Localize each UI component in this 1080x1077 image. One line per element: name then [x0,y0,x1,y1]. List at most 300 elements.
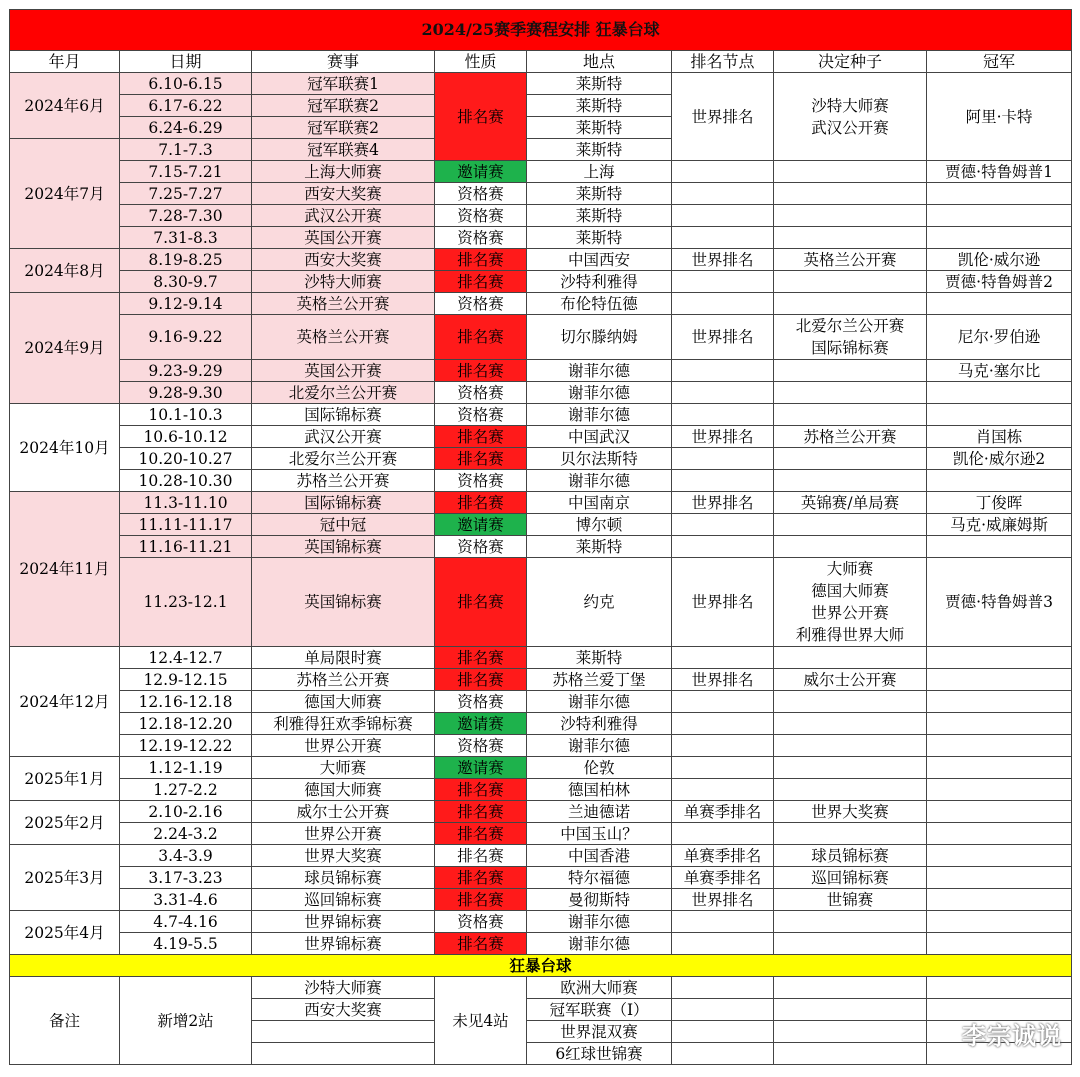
location-cell: 上海 [527,161,672,183]
notes-empty [927,977,1072,999]
event-cell: 世界公开赛 [252,735,435,757]
nature-cell: 资格赛 [435,404,527,426]
ranking-node-cell [672,757,774,779]
location-cell: 德国柏林 [527,779,672,801]
event-cell: 冠中冠 [252,514,435,536]
champion-cell: 阿里·卡特 [927,73,1072,161]
ranking-node-cell [672,271,774,293]
month-cell: 2024年6月 [10,73,120,139]
ranking-node-cell [672,514,774,536]
missing-event: 世界混双赛 [527,1021,672,1043]
nature-cell: 排名赛 [435,933,527,955]
table-row [10,713,1072,735]
location-cell: 中国南京 [527,492,672,514]
event-cell: 北爱尔兰公开赛 [252,382,435,404]
ranking-node-cell [672,205,774,227]
seed-cell [774,205,927,227]
seed-cell [774,271,927,293]
missing-event: 冠军联赛（I） [527,999,672,1021]
location-cell: 莱斯特 [527,139,672,161]
added-event: 西安大奖赛 [252,999,435,1021]
ranking-node-cell [672,735,774,757]
location-cell: 谢菲尔德 [527,360,672,382]
table-row [10,249,1072,271]
table-row [10,757,1072,779]
champion-cell [927,382,1072,404]
seed-cell [774,470,927,492]
nature-cell: 排名赛 [435,823,527,845]
event-cell: 世界公开赛 [252,823,435,845]
location-cell: 苏格兰爱丁堡 [527,669,672,691]
seed-cell [774,911,927,933]
column-header: 决定种子 [774,51,927,73]
added-event [252,1043,435,1065]
ranking-node-cell: 世界排名 [672,73,774,161]
date-cell: 3.4-3.9 [120,845,252,867]
notes-empty [672,999,774,1021]
champion-cell: 肖国栋 [927,426,1072,448]
nature-cell: 排名赛 [435,867,527,889]
location-cell: 曼彻斯特 [527,889,672,911]
date-cell: 6.24-6.29 [120,117,252,139]
table-row [10,823,1072,845]
nature-cell: 邀请赛 [435,757,527,779]
seed-cell [774,713,927,735]
date-cell: 10.20-10.27 [120,448,252,470]
seed-cell [774,647,927,669]
champion-cell [927,933,1072,955]
nature-cell: 资格赛 [435,227,527,249]
date-cell: 10.6-10.12 [120,426,252,448]
champion-cell [927,801,1072,823]
champion-cell [927,404,1072,426]
band-label: 狂暴台球 [10,955,1072,977]
location-cell: 谢菲尔德 [527,911,672,933]
location-cell: 博尔顿 [527,514,672,536]
event-cell: 英国公开赛 [252,360,435,382]
table-row [10,691,1072,713]
notes-empty [672,1043,774,1065]
location-cell: 中国武汉 [527,426,672,448]
date-cell: 7.15-7.21 [120,161,252,183]
date-cell: 12.9-12.15 [120,669,252,691]
month-cell: 2024年7月 [10,139,120,249]
nature-cell: 资格赛 [435,536,527,558]
date-cell: 9.28-9.30 [120,382,252,404]
nature-cell: 排名赛 [435,889,527,911]
ranking-node-cell [672,911,774,933]
ranking-node-cell [672,691,774,713]
event-cell: 英国锦标赛 [252,536,435,558]
location-cell: 中国西安 [527,249,672,271]
table-row [10,161,1072,183]
champion-cell: 丁俊晖 [927,492,1072,514]
table-row [10,271,1072,293]
table-row [10,669,1072,691]
table-row [10,889,1072,911]
ranking-node-cell [672,823,774,845]
event-cell: 冠军联赛2 [252,117,435,139]
seed-cell [774,161,927,183]
seed-cell [774,404,927,426]
nature-cell: 排名赛 [435,249,527,271]
seed-cell-line: 利雅得世界大师 [795,626,905,644]
champion-cell: 尼尔·罗伯逊 [927,315,1072,360]
location-cell: 约克 [527,558,672,647]
table-row [10,845,1072,867]
seed-cell [774,536,927,558]
date-cell: 1.27-2.2 [120,779,252,801]
ranking-node-cell: 世界排名 [672,558,774,647]
added-label: 新增2站 [120,977,252,1065]
seed-cell: 英锦赛/单局赛 [774,492,927,514]
seed-cell [774,360,927,382]
event-cell: 大师赛 [252,757,435,779]
event-cell: 武汉公开赛 [252,426,435,448]
ranking-node-cell [672,647,774,669]
seed-cell: 巡回锦标赛 [774,867,927,889]
champion-cell: 贾德·特鲁姆普2 [927,271,1072,293]
table-row [10,492,1072,514]
table-row [10,360,1072,382]
seed-cell [774,558,927,647]
date-cell: 11.3-11.10 [120,492,252,514]
ranking-node-cell [672,404,774,426]
champion-cell [927,536,1072,558]
seed-cell: 英格兰公开赛 [774,249,927,271]
column-header: 冠军 [927,51,1072,73]
column-header: 赛事 [252,51,435,73]
location-cell: 谢菲尔德 [527,382,672,404]
month-cell: 2025年1月 [10,757,120,801]
event-cell: 单局限时赛 [252,647,435,669]
champion-cell [927,779,1072,801]
event-cell: 冠军联赛2 [252,95,435,117]
date-cell: 7.28-7.30 [120,205,252,227]
seed-cell: 世锦赛 [774,889,927,911]
seed-cell [774,735,927,757]
ranking-node-cell: 世界排名 [672,492,774,514]
month-cell: 2025年3月 [10,845,120,911]
nature-cell: 排名赛 [435,73,527,161]
champion-cell [927,647,1072,669]
champion-cell [927,227,1072,249]
champion-cell [927,669,1072,691]
month-cell: 2024年10月 [10,404,120,492]
table-row [10,536,1072,558]
month-cell: 2024年9月 [10,293,120,404]
event-cell: 苏格兰公开赛 [252,470,435,492]
event-cell: 西安大奖赛 [252,183,435,205]
missing-event: 6红球世锦赛 [527,1043,672,1065]
event-cell: 世界大奖赛 [252,845,435,867]
event-cell: 英国公开赛 [252,227,435,249]
location-cell: 中国玉山？ [527,823,672,845]
table-row [10,315,1072,360]
nature-cell: 排名赛 [435,492,527,514]
champion-cell: 贾德·特鲁姆普3 [927,558,1072,647]
missing-event: 欧洲大师赛 [527,977,672,999]
location-cell: 兰迪德诺 [527,801,672,823]
location-cell: 特尔福德 [527,867,672,889]
seed-cell-line: 北爱尔兰公开赛 [795,317,905,335]
nature-cell: 邀请赛 [435,161,527,183]
ranking-node-cell [672,779,774,801]
month-cell: 2024年12月 [10,647,120,757]
table-row [10,227,1072,249]
seed-cell-line: 国际锦标赛 [811,339,889,357]
location-cell: 贝尔法斯特 [527,448,672,470]
date-cell: 12.18-12.20 [120,713,252,735]
date-cell: 6.17-6.22 [120,95,252,117]
notes-empty [672,977,774,999]
table-row [10,933,1072,955]
nature-cell: 排名赛 [435,779,527,801]
champion-cell [927,823,1072,845]
location-cell: 谢菲尔德 [527,691,672,713]
ranking-node-cell [672,448,774,470]
added-event: 沙特大师赛 [252,977,435,999]
notes-label: 备注 [10,977,120,1065]
location-cell: 谢菲尔德 [527,735,672,757]
ranking-node-cell [672,293,774,315]
ranking-node-cell [672,470,774,492]
seed-cell: 世界大奖赛 [774,801,927,823]
table-row [10,735,1072,757]
month-cell: 2025年2月 [10,801,120,845]
date-cell: 8.30-9.7 [120,271,252,293]
schedule-table [9,9,1072,1065]
event-cell: 德国大师赛 [252,691,435,713]
nature-cell: 排名赛 [435,558,527,647]
event-cell: 球员锦标赛 [252,867,435,889]
table-row [10,404,1072,426]
seed-cell-line: 世界公开赛 [811,604,889,622]
event-cell: 世界锦标赛 [252,911,435,933]
location-cell: 莱斯特 [527,227,672,249]
table-row [10,801,1072,823]
nature-cell: 排名赛 [435,315,527,360]
ranking-node-cell [672,713,774,735]
table-row [10,514,1072,536]
champion-cell [927,713,1072,735]
event-cell: 上海大师赛 [252,161,435,183]
nature-cell: 资格赛 [435,735,527,757]
added-event [252,1021,435,1043]
ranking-node-cell: 世界排名 [672,889,774,911]
notes-empty [774,999,927,1021]
date-cell: 6.10-6.15 [120,73,252,95]
ranking-node-cell [672,161,774,183]
ranking-node-cell: 单赛季排名 [672,801,774,823]
location-cell: 沙特利雅得 [527,271,672,293]
ranking-node-cell: 世界排名 [672,669,774,691]
event-cell: 西安大奖赛 [252,249,435,271]
nature-cell: 资格赛 [435,205,527,227]
ranking-node-cell [672,536,774,558]
seed-cell [774,757,927,779]
seed-cell [774,514,927,536]
seed-cell: 苏格兰公开赛 [774,426,927,448]
month-cell: 2025年4月 [10,911,120,955]
date-cell: 7.1-7.3 [120,139,252,161]
month-cell: 2024年8月 [10,249,120,293]
nature-cell: 排名赛 [435,669,527,691]
location-cell: 谢菲尔德 [527,470,672,492]
champion-cell [927,867,1072,889]
column-header: 排名节点 [672,51,774,73]
date-cell: 10.1-10.3 [120,404,252,426]
champion-cell [927,889,1072,911]
seed-cell [774,691,927,713]
event-cell: 苏格兰公开赛 [252,669,435,691]
table-row [10,183,1072,205]
location-cell: 谢菲尔德 [527,933,672,955]
nature-cell: 资格赛 [435,382,527,404]
seed-cell [774,823,927,845]
seed-cell [774,315,927,360]
date-cell: 12.16-12.18 [120,691,252,713]
column-header: 地点 [527,51,672,73]
champion-cell [927,757,1072,779]
seed-cell: 球员锦标赛 [774,845,927,867]
event-cell: 沙特大师赛 [252,271,435,293]
location-cell: 莱斯特 [527,647,672,669]
event-cell: 英国锦标赛 [252,558,435,647]
column-header: 性质 [435,51,527,73]
date-cell: 9.23-9.29 [120,360,252,382]
location-cell: 莱斯特 [527,73,672,95]
date-cell: 4.7-4.16 [120,911,252,933]
missing-label: 未见4站 [435,977,527,1065]
event-cell: 冠军联赛1 [252,73,435,95]
location-cell: 莱斯特 [527,183,672,205]
nature-cell: 资格赛 [435,691,527,713]
seed-cell [774,779,927,801]
ranking-node-cell [672,933,774,955]
location-cell: 伦敦 [527,757,672,779]
nature-cell: 资格赛 [435,183,527,205]
table-row [10,382,1072,404]
date-cell: 11.23-12.1 [120,558,252,647]
ranking-node-cell: 单赛季排名 [672,845,774,867]
notes-row [10,977,1072,999]
event-cell: 德国大师赛 [252,779,435,801]
table-row [10,205,1072,227]
nature-cell: 资格赛 [435,911,527,933]
seed-cell-line: 武汉公开赛 [811,118,889,137]
table-row [10,293,1072,315]
champion-cell: 马克·威廉姆斯 [927,514,1072,536]
location-cell: 莱斯特 [527,536,672,558]
sheet-title: 2024/25赛季赛程安排 狂暴台球 [10,10,1072,51]
champion-cell [927,183,1072,205]
champion-cell [927,691,1072,713]
event-cell: 国际锦标赛 [252,404,435,426]
ranking-node-cell [672,360,774,382]
location-cell: 中国香港 [527,845,672,867]
date-cell: 3.17-3.23 [120,867,252,889]
location-cell: 沙特利雅得 [527,713,672,735]
nature-cell: 邀请赛 [435,514,527,536]
ranking-node-cell [672,382,774,404]
location-cell: 莱斯特 [527,117,672,139]
seed-cell [774,293,927,315]
seed-cell-line: 德国大师赛 [811,582,889,600]
event-cell: 北爱尔兰公开赛 [252,448,435,470]
table-row [10,911,1072,933]
footer-band [10,955,1072,977]
ranking-node-cell: 世界排名 [672,315,774,360]
nature-cell: 排名赛 [435,426,527,448]
nature-cell: 排名赛 [435,360,527,382]
column-header: 年月 [10,51,120,73]
date-cell: 3.31-4.6 [120,889,252,911]
table-row [10,426,1072,448]
nature-cell: 邀请赛 [435,713,527,735]
notes-empty [774,977,927,999]
champion-cell [927,735,1072,757]
event-cell: 英格兰公开赛 [252,293,435,315]
nature-cell: 排名赛 [435,647,527,669]
event-cell: 冠军联赛4 [252,139,435,161]
date-cell: 1.12-1.19 [120,757,252,779]
ranking-node-cell: 世界排名 [672,426,774,448]
seed-cell-line: 沙特大师赛 [811,96,889,115]
date-cell: 9.12-9.14 [120,293,252,315]
table-row [10,647,1072,669]
champion-cell [927,293,1072,315]
notes-empty [774,1021,927,1043]
champion-cell [927,205,1072,227]
column-header: 日期 [120,51,252,73]
notes-empty [774,1043,927,1065]
notes-empty [672,1021,774,1043]
nature-cell: 资格赛 [435,293,527,315]
ranking-node-cell: 单赛季排名 [672,867,774,889]
date-cell: 12.19-12.22 [120,735,252,757]
seed-cell: 威尔士公开赛 [774,669,927,691]
date-cell: 12.4-12.7 [120,647,252,669]
seed-cell [774,227,927,249]
nature-cell: 排名赛 [435,845,527,867]
table-row [10,558,1072,647]
event-cell: 国际锦标赛 [252,492,435,514]
ranking-node-cell: 世界排名 [672,249,774,271]
event-cell: 利雅得狂欢季锦标赛 [252,713,435,735]
date-cell: 8.19-8.25 [120,249,252,271]
date-cell: 11.11-11.17 [120,514,252,536]
seed-cell [774,382,927,404]
watermark: 李宗诚说 [962,1022,1062,1050]
event-cell: 巡回锦标赛 [252,889,435,911]
ranking-node-cell [672,183,774,205]
seed-cell [774,448,927,470]
seed-cell [774,183,927,205]
seed-cell [774,933,927,955]
event-cell: 英格兰公开赛 [252,315,435,360]
date-cell: 4.19-5.5 [120,933,252,955]
date-cell: 10.28-10.30 [120,470,252,492]
date-cell: 7.31-8.3 [120,227,252,249]
date-cell: 2.10-2.16 [120,801,252,823]
event-cell: 世界锦标赛 [252,933,435,955]
champion-cell: 马克·塞尔比 [927,360,1072,382]
nature-cell: 排名赛 [435,801,527,823]
champion-cell [927,911,1072,933]
table-row [10,448,1072,470]
date-cell: 11.16-11.21 [120,536,252,558]
